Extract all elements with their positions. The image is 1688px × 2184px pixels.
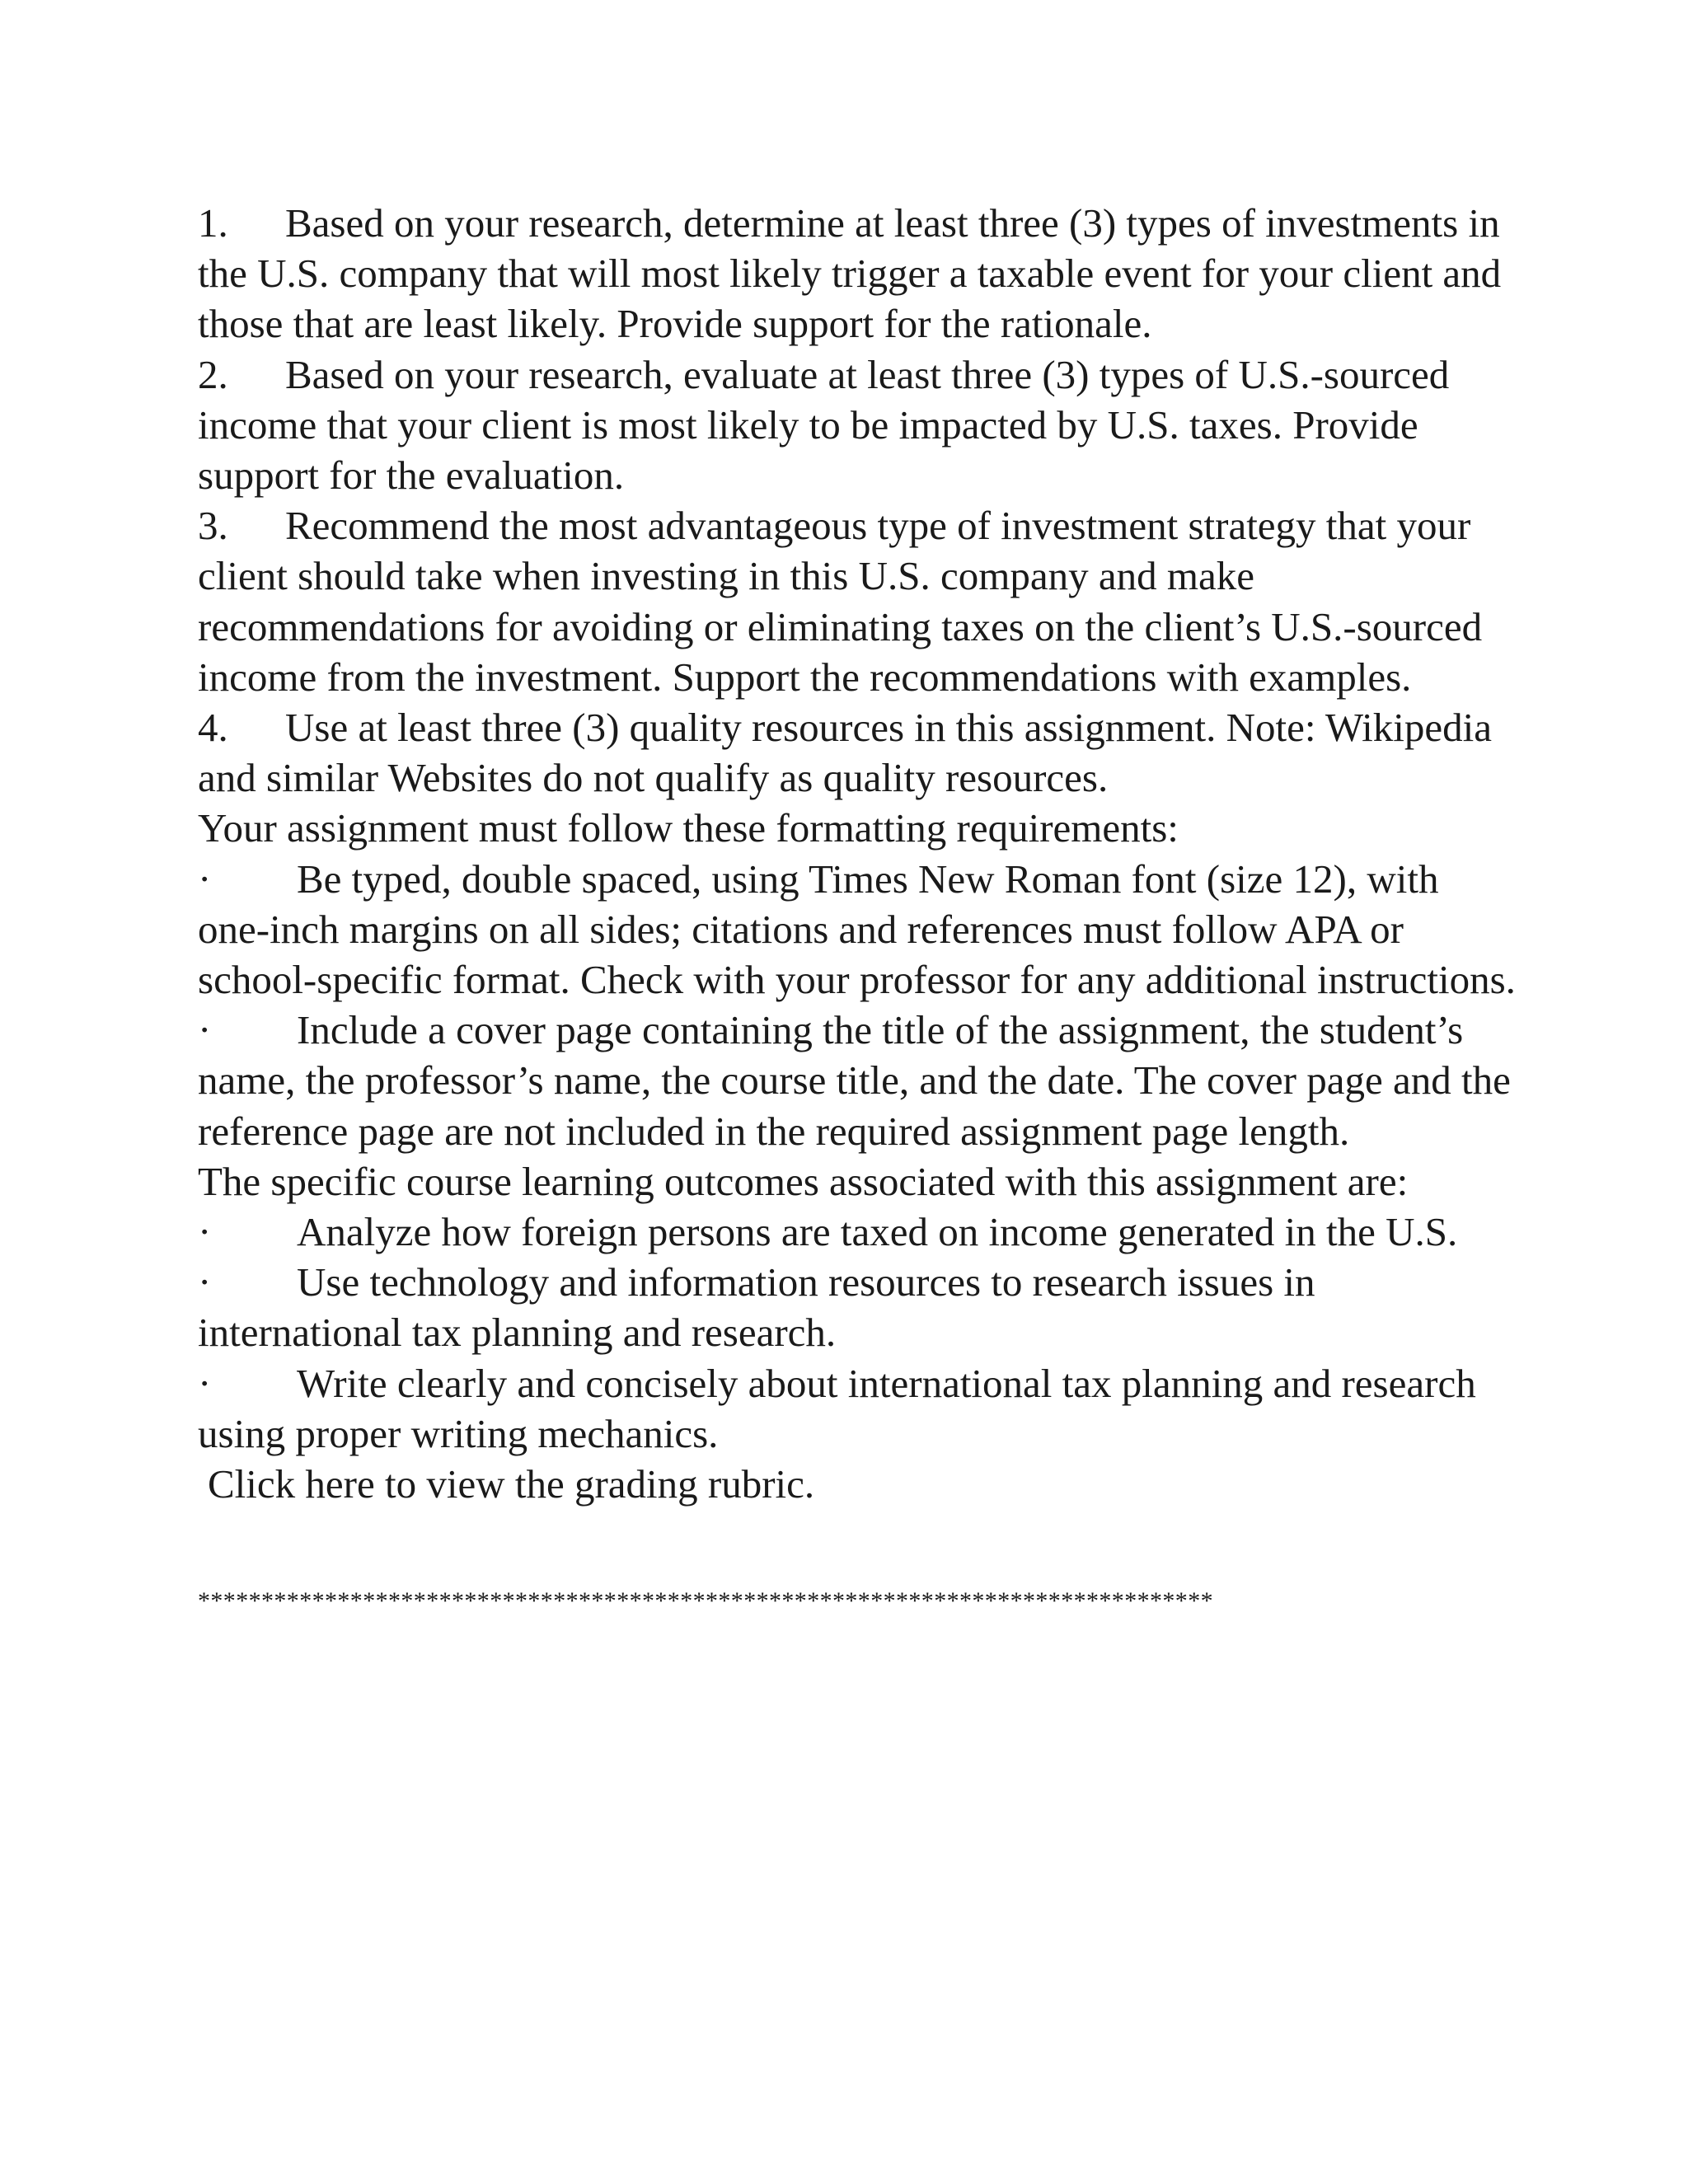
bullet-text: Include a cover page containing the title of the assignment, the student’s name, the professor’s name, the course title, and the date. The cover page and the reference page are not included in the required assignment page length. — [198, 1007, 1511, 1154]
outcomes-intro: The specific course learning outcomes associated with this assignment are: — [198, 1158, 1409, 1204]
item-text: Use at least three (3) quality resources in this assignment. Note: Wikipedia and similar Websites do not qualify as quality resources. — [198, 705, 1493, 801]
numbered-item-4 — [198, 702, 1517, 803]
item-number: 1. — [198, 200, 228, 246]
item-number: 2. — [198, 351, 228, 397]
outcome-bullet-3 — [198, 1358, 1517, 1459]
document-body — [198, 198, 1517, 1618]
numbered-item-3 — [198, 500, 1517, 702]
formatting-bullet-1 — [198, 854, 1517, 1005]
bullet-text: Use technology and information resources to research issues in international tax planning and research. — [198, 1259, 1315, 1356]
item-number: 3. — [198, 503, 228, 549]
bullet-text: Analyze how foreign persons are taxed on income generated in the U.S. — [297, 1209, 1458, 1255]
formatting-bullet-2 — [198, 1005, 1517, 1156]
item-text: Based on your research, determine at least three (3) types of investments in the U.S. company that will most likely trigger a taxable event for your client and those that are least likely. Provide support for the rationale. — [198, 200, 1502, 347]
numbered-item-1 — [198, 198, 1517, 349]
item-number: 4. — [198, 705, 228, 751]
bullet-dot: · — [198, 1209, 212, 1255]
formatting-intro: Your assignment must follow these formatting requirements: — [198, 805, 1179, 851]
bullet-text: Write clearly and concisely about international tax planning and research using proper writing mechanics. — [198, 1360, 1476, 1456]
numbered-item-2 — [198, 349, 1517, 501]
item-text: Based on your research, evaluate at least three (3) types of U.S.-sourced income that your client is most likely to be impacted by U.S. taxes. Provide support for the evaluation. — [198, 351, 1450, 499]
outcome-bullet-2 — [198, 1257, 1517, 1357]
outcome-bullet-1 — [198, 1207, 1517, 1257]
bullet-dot: · — [198, 1007, 212, 1053]
bullet-dot: · — [198, 1360, 212, 1406]
grading-rubric-link[interactable]: Click here to view the grading rubric. — [208, 1461, 815, 1507]
item-text: Recommend the most advantageous type of investment strategy that your client should take when investing in this U.S. company and make recommendations for avoiding or eliminating taxes on the client’s U.S.-sourced income from the investment. Support the recommendations with examples. — [198, 503, 1483, 700]
bullet-text: Be typed, double spaced, using Times New Roman font (size 12), with one-inch margins on all sides; citations and references must follow APA or school-specific format. Check with your professor for any additional instructions. — [198, 855, 1516, 1003]
asterisk-divider: ******************************************************************************** — [198, 1587, 1213, 1615]
bullet-dot: · — [198, 855, 212, 902]
bullet-dot: · — [198, 1259, 212, 1305]
